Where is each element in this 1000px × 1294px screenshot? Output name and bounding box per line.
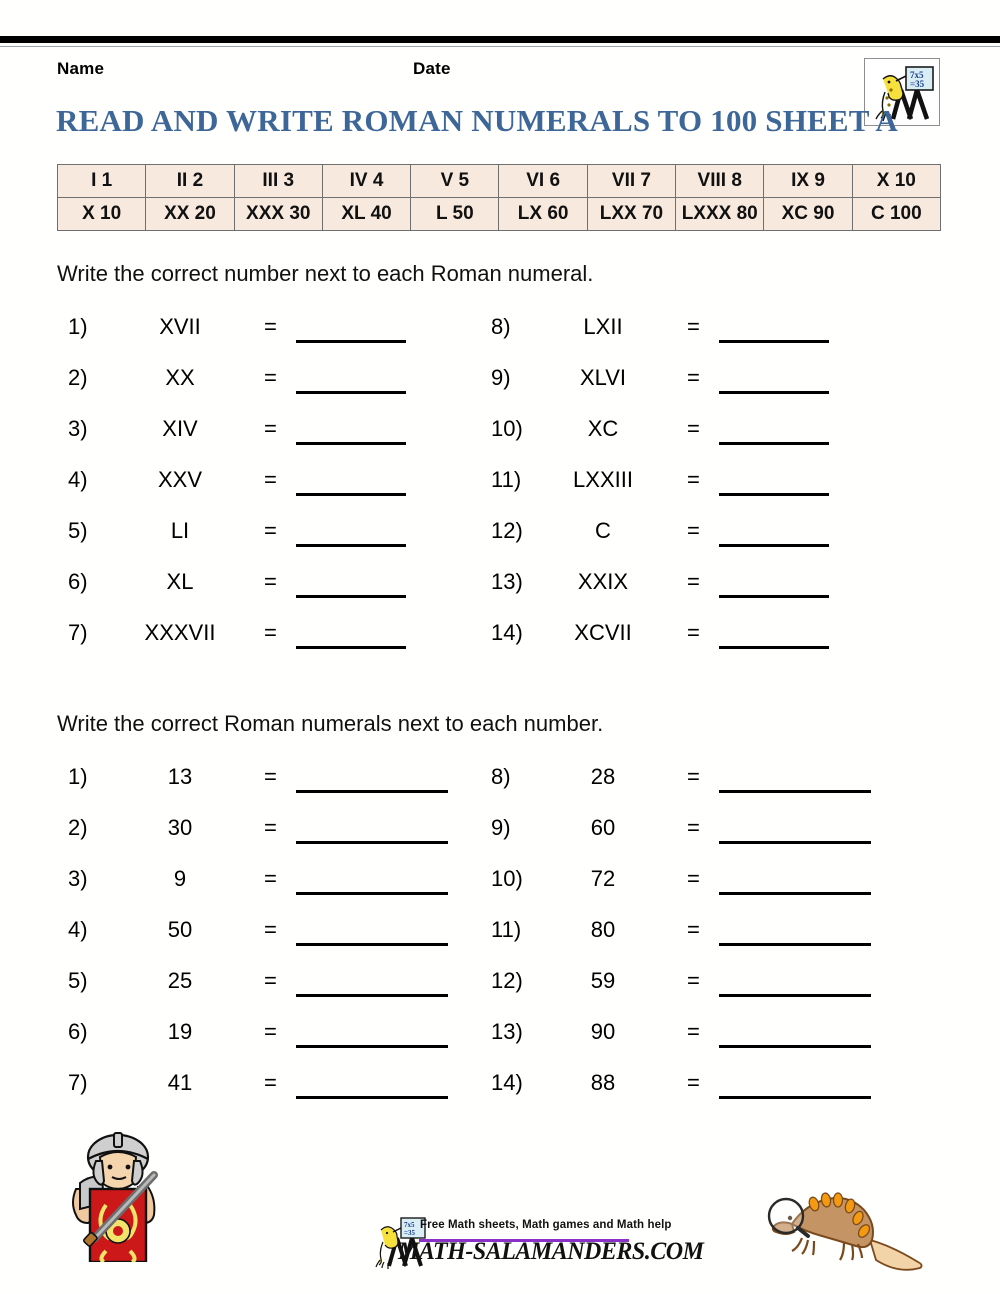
- answer-blank[interactable]: [719, 442, 829, 445]
- name-label: Name: [57, 59, 105, 78]
- answer-blank[interactable]: [296, 994, 448, 997]
- table-cell: III 3: [234, 165, 322, 198]
- question-value: 88: [590, 1070, 616, 1095]
- question-number: 7): [68, 620, 88, 645]
- table-cell: V 5: [411, 165, 499, 198]
- equals-sign: =: [264, 1070, 277, 1095]
- equals-sign: =: [264, 416, 277, 441]
- question-value: 28: [590, 764, 616, 789]
- question-number: 5): [68, 518, 88, 543]
- question-value: LI: [170, 518, 190, 543]
- question-value: XXV: [157, 467, 203, 492]
- table-cell: L 50: [411, 198, 499, 231]
- equals-sign: =: [687, 518, 700, 543]
- answer-blank[interactable]: [719, 1096, 871, 1099]
- date-label: Date: [413, 59, 451, 78]
- equals-sign: =: [264, 467, 277, 492]
- question-number: 12): [491, 518, 523, 543]
- table-cell: I 1: [58, 165, 146, 198]
- question-number: 4): [68, 917, 88, 942]
- answer-blank[interactable]: [719, 790, 871, 793]
- answer-blank[interactable]: [719, 994, 871, 997]
- answer-blank[interactable]: [296, 391, 406, 394]
- answer-blank[interactable]: [719, 841, 871, 844]
- equals-sign: =: [264, 620, 277, 645]
- question-value: 60: [590, 815, 616, 840]
- table-cell: VIII 8: [676, 165, 764, 198]
- svg-text:=35: =35: [910, 79, 925, 89]
- question-value: LXXIII: [573, 467, 633, 492]
- footer-url[interactable]: MATH-SALAMANDERS.COM: [398, 1238, 704, 1266]
- equals-sign: =: [687, 815, 700, 840]
- question-value: 9: [173, 866, 187, 891]
- answer-blank[interactable]: [296, 646, 406, 649]
- question-value: 19: [167, 1019, 193, 1044]
- question-number: 9): [491, 365, 511, 390]
- answer-blank[interactable]: [296, 595, 406, 598]
- answer-blank[interactable]: [719, 544, 829, 547]
- answer-blank[interactable]: [296, 544, 406, 547]
- question-number: 7): [68, 1070, 88, 1095]
- equals-sign: =: [687, 1070, 700, 1095]
- equals-sign: =: [687, 416, 700, 441]
- equals-sign: =: [687, 620, 700, 645]
- question-number: 3): [68, 866, 88, 891]
- question-value: 30: [167, 815, 193, 840]
- table-cell: LXXX 80: [676, 198, 764, 231]
- answer-blank[interactable]: [296, 892, 448, 895]
- question-number: 3): [68, 416, 88, 441]
- question-value: LXII: [583, 314, 623, 339]
- equals-sign: =: [264, 365, 277, 390]
- question-value: XVII: [159, 314, 201, 339]
- equals-sign: =: [687, 1019, 700, 1044]
- question-number: 13): [491, 1019, 523, 1044]
- question-value: XXIX: [577, 569, 629, 594]
- table-cell: LX 60: [499, 198, 587, 231]
- question-number: 11): [491, 467, 522, 492]
- question-value: XX: [165, 365, 195, 390]
- roman-numeral-reference-table: [57, 164, 941, 231]
- question-number: 14): [491, 620, 523, 645]
- equals-sign: =: [264, 815, 277, 840]
- question-value: XL: [166, 569, 194, 594]
- question-number: 1): [68, 764, 88, 789]
- table-cell: VI 6: [499, 165, 587, 198]
- equals-sign: =: [264, 917, 277, 942]
- table-row: [58, 198, 941, 231]
- equals-sign: =: [264, 968, 277, 993]
- question-number: 6): [68, 569, 88, 594]
- table-cell: C 100: [852, 198, 940, 231]
- answer-blank[interactable]: [719, 892, 871, 895]
- equals-sign: =: [687, 314, 700, 339]
- answer-blank[interactable]: [719, 943, 871, 946]
- answer-blank[interactable]: [296, 1096, 448, 1099]
- question-value: 13: [167, 764, 193, 789]
- question-value: XLVI: [579, 365, 627, 390]
- equals-sign: =: [687, 917, 700, 942]
- table-cell: IX 9: [764, 165, 852, 198]
- table-row: [58, 165, 941, 198]
- header-divider-thin: [0, 46, 1000, 47]
- table-cell: XC 90: [764, 198, 852, 231]
- answer-blank[interactable]: [296, 442, 406, 445]
- table-cell: XXX 30: [234, 198, 322, 231]
- table-cell: LXX 70: [587, 198, 675, 231]
- question-number: 12): [491, 968, 523, 993]
- answer-blank[interactable]: [296, 340, 406, 343]
- answer-blank[interactable]: [296, 841, 448, 844]
- equals-sign: =: [264, 1019, 277, 1044]
- equals-sign: =: [687, 764, 700, 789]
- salamander-magnifier-icon: [762, 1176, 942, 1276]
- question-value: XC: [587, 416, 619, 441]
- section-1-instruction: Write the correct number next to each Roman numeral.: [57, 261, 594, 286]
- answer-blank[interactable]: [296, 943, 448, 946]
- equals-sign: =: [687, 467, 700, 492]
- question-number: 11): [491, 917, 522, 942]
- question-number: 8): [491, 764, 511, 789]
- header-divider-thick: [0, 36, 1000, 43]
- question-value: 80: [590, 917, 616, 942]
- equals-sign: =: [687, 866, 700, 891]
- answer-blank[interactable]: [296, 493, 406, 496]
- roman-soldier-icon: [62, 1127, 174, 1262]
- page-title: READ AND WRITE ROMAN NUMERALS TO 100 SHEET A: [56, 103, 898, 138]
- question-value: 59: [590, 968, 616, 993]
- question-number: 5): [68, 968, 88, 993]
- table-cell: X 10: [58, 198, 146, 231]
- question-number: 8): [491, 314, 511, 339]
- equals-sign: =: [687, 569, 700, 594]
- svg-text:7x5: 7x5: [404, 1221, 415, 1229]
- svg-text:=35: =35: [404, 1229, 415, 1237]
- answer-blank[interactable]: [719, 595, 829, 598]
- equals-sign: =: [264, 764, 277, 789]
- question-value: 72: [590, 866, 616, 891]
- answer-blank[interactable]: [719, 493, 829, 496]
- table-cell: VII 7: [587, 165, 675, 198]
- question-number: 6): [68, 1019, 88, 1044]
- question-number: 1): [68, 314, 88, 339]
- question-number: 10): [491, 866, 523, 891]
- question-value: 50: [167, 917, 193, 942]
- answer-blank[interactable]: [719, 391, 829, 394]
- question-number: 2): [68, 365, 88, 390]
- question-number: 14): [491, 1070, 523, 1095]
- equals-sign: =: [264, 518, 277, 543]
- table-cell: XX 20: [146, 198, 234, 231]
- question-number: 9): [491, 815, 511, 840]
- question-number: 10): [491, 416, 523, 441]
- question-value: 90: [590, 1019, 616, 1044]
- question-value: 25: [167, 968, 193, 993]
- table-cell: X 10: [852, 165, 940, 198]
- question-number: 4): [68, 467, 88, 492]
- answer-blank[interactable]: [719, 646, 829, 649]
- answer-blank[interactable]: [296, 1045, 448, 1048]
- question-value: XIV: [162, 416, 198, 441]
- table-cell: XL 40: [322, 198, 410, 231]
- footer-tagline: Free Math sheets, Math games and Math help: [420, 1219, 672, 1231]
- equals-sign: =: [264, 866, 277, 891]
- equals-sign: =: [264, 314, 277, 339]
- question-value: XXXVII: [144, 620, 216, 645]
- question-number: 2): [68, 815, 88, 840]
- answer-blank[interactable]: [719, 340, 829, 343]
- equals-sign: =: [687, 365, 700, 390]
- question-value: C: [595, 518, 611, 543]
- table-cell: IV 4: [322, 165, 410, 198]
- equals-sign: =: [687, 968, 700, 993]
- equals-sign: =: [264, 569, 277, 594]
- question-number: 13): [491, 569, 523, 594]
- answer-blank[interactable]: [296, 790, 448, 793]
- svg-text:7x5: 7x5: [910, 70, 924, 80]
- answer-blank[interactable]: [719, 1045, 871, 1048]
- section-2-instruction: Write the correct Roman numerals next to each number.: [57, 711, 604, 736]
- question-value: 41: [167, 1070, 193, 1095]
- table-cell: II 2: [146, 165, 234, 198]
- question-value: XCVII: [574, 620, 632, 645]
